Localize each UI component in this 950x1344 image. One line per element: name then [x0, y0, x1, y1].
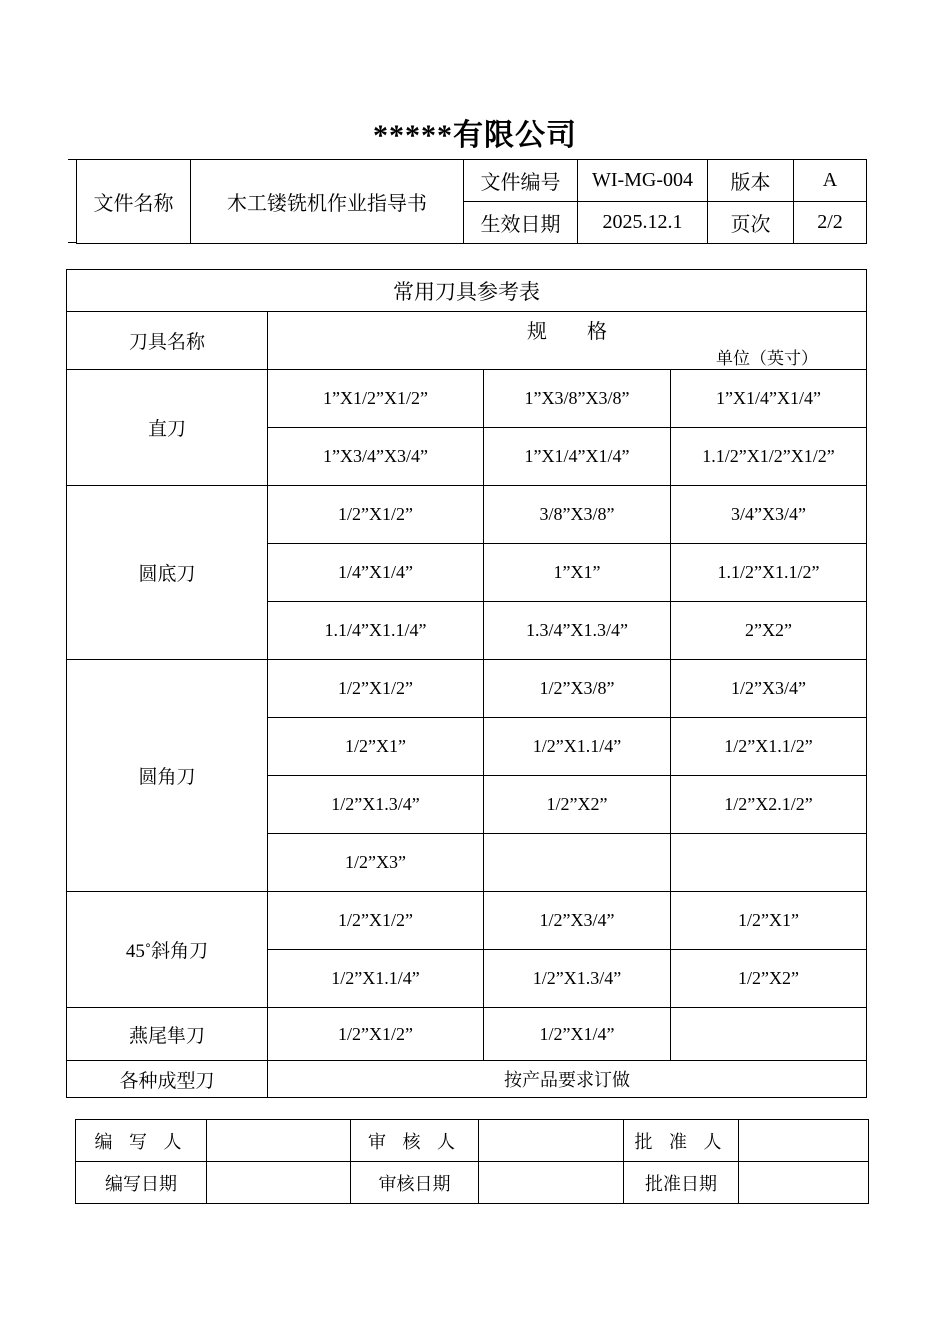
table-title: 常用刀具参考表 [67, 270, 867, 312]
spec-cell: 1/2”X1.3/4” [484, 950, 671, 1008]
tool-name-cell: 圆角刀 [67, 660, 268, 892]
spec-cell: 1”X1” [484, 544, 671, 602]
spec-cell: 1/2”X1” [671, 892, 867, 950]
spec-cell: 1/2”X3” [268, 834, 484, 892]
version-value: A [794, 160, 867, 202]
spec-cell: 1/2”X1/2” [268, 486, 484, 544]
reviewer-field[interactable] [479, 1120, 624, 1162]
document-header-table [76, 159, 867, 244]
spec-cell [484, 834, 671, 892]
tool-reference-table [66, 269, 867, 1098]
spec-cell: 1.1/2”X1.1/2” [671, 544, 867, 602]
approve-date-field[interactable] [739, 1162, 869, 1204]
custom-tool-name: 各种成型刀 [67, 1061, 268, 1098]
spec-cell: 1/2”X2” [484, 776, 671, 834]
spec-cell: 1/2”X1/2” [268, 660, 484, 718]
spec-cell: 1/2”X3/4” [484, 892, 671, 950]
spec-cell [671, 834, 867, 892]
spec-cell: 1/2”X3/4” [671, 660, 867, 718]
spec-title: 规 格 [527, 321, 607, 343]
writer-field[interactable] [207, 1120, 351, 1162]
effective-date-label: 生效日期 [464, 202, 578, 244]
review-date-field[interactable] [479, 1162, 624, 1204]
file-name-label: 文件名称 [77, 160, 191, 244]
effective-date-value: 2025.12.1 [578, 202, 708, 244]
table-row [67, 660, 867, 718]
approver-label: 批 准 人 [624, 1120, 739, 1162]
write-date-label: 编写日期 [76, 1162, 207, 1204]
spec-cell: 1.3/4”X1.3/4” [484, 602, 671, 660]
tool-name-cell: 直刀 [67, 370, 268, 486]
spec-cell: 1”X1/2”X1/2” [268, 370, 484, 428]
company-title: *****有限公司 [373, 119, 577, 152]
page-label: 页次 [708, 202, 794, 244]
spec-cell: 1/2”X1/2” [268, 1008, 484, 1061]
review-date-label: 审核日期 [351, 1162, 479, 1204]
write-date-field[interactable] [207, 1162, 351, 1204]
spec-cell: 1”X3/4”X3/4” [268, 428, 484, 486]
spec-cell: 1/2”X2” [671, 950, 867, 1008]
spec-cell: 1.1/4”X1.1/4” [268, 602, 484, 660]
spec-cell [671, 1008, 867, 1061]
spec-cell: 1/2”X1/4” [484, 1008, 671, 1061]
spec-cell: 1/2”X1” [268, 718, 484, 776]
spec-cell: 1/2”X2.1/2” [671, 776, 867, 834]
spec-cell: 1/2”X1.1/4” [484, 718, 671, 776]
version-label: 版本 [708, 160, 794, 202]
file-no-label: 文件编号 [464, 160, 578, 202]
spec-cell: 1/2”X1.1/4” [268, 950, 484, 1008]
spec-cell: 1”X3/8”X3/8” [484, 370, 671, 428]
approve-date-label: 批准日期 [624, 1162, 739, 1204]
spec-cell: 1/2”X1.3/4” [268, 776, 484, 834]
spec-cell: 3/4”X3/4” [671, 486, 867, 544]
table-row [67, 370, 867, 428]
file-no-value: WI-MG-004 [578, 160, 708, 202]
spec-cell: 1/2”X1.1/2” [671, 718, 867, 776]
file-name-value: 木工镂铣机作业指导书 [191, 160, 464, 244]
tool-name-cell: 45˚斜角刀 [67, 892, 268, 1008]
header-left-edge [68, 159, 76, 243]
writer-label: 编 写 人 [76, 1120, 207, 1162]
spec-unit: 单位（英寸） [716, 349, 818, 368]
tool-name-header: 刀具名称 [67, 312, 268, 370]
spec-cell: 1”X1/4”X1/4” [671, 370, 867, 428]
table-row [67, 1061, 867, 1098]
spec-cell: 1/2”X1/2” [268, 892, 484, 950]
approver-field[interactable] [739, 1120, 869, 1162]
tool-name-cell: 燕尾隼刀 [67, 1008, 268, 1061]
table-row [67, 486, 867, 544]
tool-name-cell: 圆底刀 [67, 486, 268, 660]
spec-cell: 2”X2” [671, 602, 867, 660]
spec-cell: 1.1/2”X1/2”X1/2” [671, 428, 867, 486]
spec-cell: 1”X1/4”X1/4” [484, 428, 671, 486]
spec-header [268, 312, 867, 370]
signoff-table [75, 1119, 869, 1204]
table-row [67, 1008, 867, 1061]
spec-cell: 1/2”X3/8” [484, 660, 671, 718]
spec-cell: 1/4”X1/4” [268, 544, 484, 602]
custom-tool-value: 按产品要求订做 [268, 1061, 867, 1098]
table-row [67, 892, 867, 950]
reviewer-label: 审 核 人 [351, 1120, 479, 1162]
spec-cell: 3/8”X3/8” [484, 486, 671, 544]
page-value: 2/2 [794, 202, 867, 244]
